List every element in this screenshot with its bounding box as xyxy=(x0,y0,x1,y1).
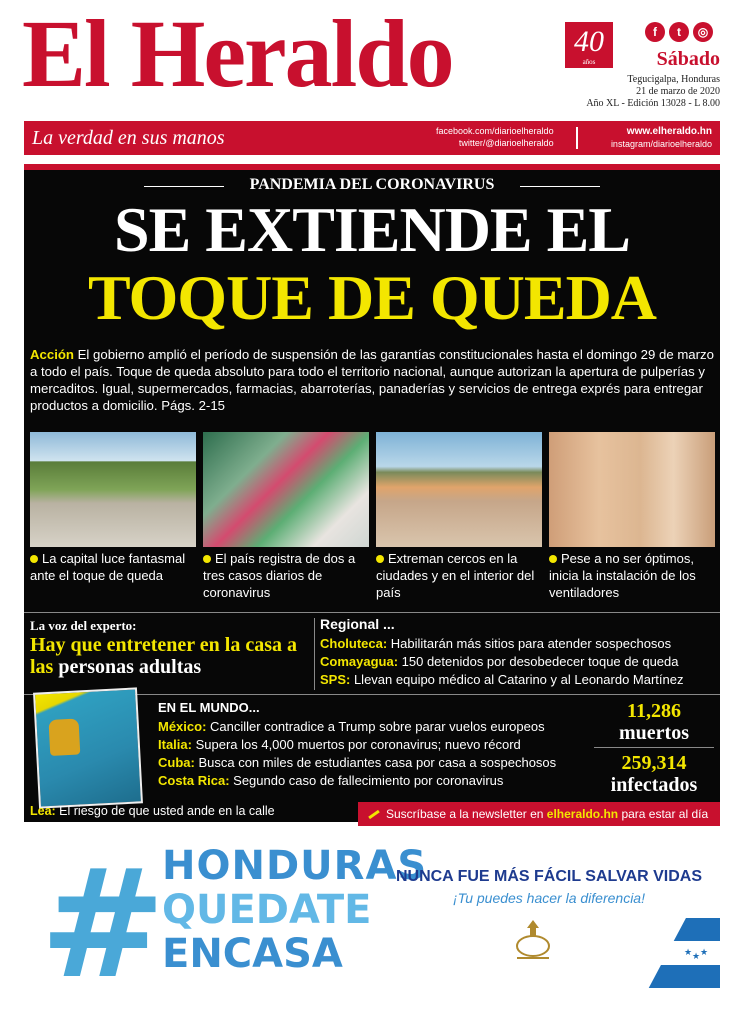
bullet-icon xyxy=(376,555,384,563)
regional-title: Regional ... xyxy=(320,616,395,632)
deaths-label: muertos xyxy=(619,722,689,744)
regional-item[interactable]: Comayagua: 150 detenidos por desobedecer toque de queda xyxy=(320,654,679,669)
world-item[interactable]: Costa Rica: Segundo caso de fallecimiento por coronavirus xyxy=(158,773,504,788)
government-seal-icon xyxy=(506,916,560,966)
instagram-icon[interactable]: ◎ xyxy=(693,22,713,42)
world-title: EN EL MUNDO... xyxy=(158,700,260,715)
world-item[interactable]: Italia: Supera los 4,000 muertos por coronavirus; nuevo récord xyxy=(158,737,521,752)
stats-box xyxy=(594,700,714,796)
slogan: La verdad en sus manos xyxy=(32,127,225,149)
regional-item[interactable]: SPS: Llevan equipo médico al Catarino y al Leonardo Martínez xyxy=(320,672,684,687)
lead-label: Acción xyxy=(30,347,74,362)
masthead xyxy=(0,0,750,120)
city: Tegucigalpa, Honduras xyxy=(627,74,720,85)
web-links xyxy=(611,125,712,150)
bullet-icon xyxy=(30,555,38,563)
edition: Año XL - Edición 13028 - L 8.00 xyxy=(586,98,720,109)
deaths-count: 11,286 xyxy=(627,700,681,722)
hashtag-icon: # xyxy=(40,838,166,1009)
social-icons xyxy=(645,22,713,42)
campaign-line2: QUEDATE xyxy=(162,887,372,933)
expert-kicker: La voz del experto: xyxy=(30,618,137,633)
anniversary-badge xyxy=(565,22,613,68)
headline-line1[interactable]: SE EXTIENDE EL xyxy=(114,194,630,265)
campaign-text xyxy=(162,844,427,976)
expert-headline[interactable]: Hay que entretener en la casa a las personas adultas xyxy=(30,634,298,678)
caption: La capital luce fantasmal ante el toque de queda xyxy=(30,551,186,583)
facebook-icon[interactable]: f xyxy=(645,22,665,42)
caption: Pese a no ser óptimos, inicia la instalación de los ventiladores xyxy=(549,551,696,600)
campaign-line3: ENCASA xyxy=(162,931,343,977)
instagram-link[interactable]: instagram/diarioelheraldo xyxy=(610,139,712,149)
ad-subline: ¡Tu puedes hacer la diferencia! xyxy=(453,890,645,906)
pencil-icon xyxy=(368,810,380,819)
date: 21 de marzo de 2020 xyxy=(636,86,720,97)
bullet-icon xyxy=(549,555,557,563)
weekday: Sábado xyxy=(656,48,720,70)
regional-list xyxy=(320,635,718,689)
world-item[interactable]: Cuba: Busca con miles de estudiantes casa por casa a sospechosos xyxy=(158,755,557,770)
infected-count: 259,314 xyxy=(621,752,687,774)
photo-lab-test[interactable] xyxy=(203,432,369,547)
caption: El país registra de dos a tres casos diarios de coronavirus xyxy=(203,551,356,600)
anniversary-sub: años xyxy=(582,58,596,66)
world-item[interactable]: México: Canciller contradice a Trump sobre parar vuelos europeos xyxy=(158,719,545,734)
campaign-ad[interactable] xyxy=(0,830,750,1009)
campaign-line1: HONDURAS xyxy=(162,843,428,889)
world-list xyxy=(158,718,588,790)
slogan-bar xyxy=(24,121,720,155)
honduras-flag-icon: ★ ★ ★ xyxy=(604,918,720,988)
website-link[interactable]: www.elheraldo.hn xyxy=(626,126,712,137)
kicker-line-right xyxy=(520,186,600,187)
bullet-icon xyxy=(203,555,211,563)
divider xyxy=(576,127,578,149)
twitter-icon[interactable]: t xyxy=(669,22,689,42)
newsletter-link[interactable]: elheraldo.hn xyxy=(546,807,619,821)
divider xyxy=(594,744,714,748)
date-info xyxy=(586,74,720,110)
headline-line2[interactable]: TOQUE DE QUEDA xyxy=(87,262,657,333)
cover-story-panel xyxy=(24,164,720,822)
infographic-thumbnail[interactable] xyxy=(33,687,143,808)
kicker: PANDEMIA DEL CORONAVIRUS xyxy=(249,176,495,193)
lead-text: El gobierno amplió el período de suspensión de las garantías constitucionales hasta el domingo 29 de marzo a todo el país. Toque de queda absoluto para todo el territorio nacional, aunque autorizan la apertura de pulperías y mercaditos. Igual, supermercados, farmacias, abarroterías, panaderías y servicios de entrega exprés para entregar productos a domicilio. Págs. 2-15 xyxy=(30,347,714,413)
divider xyxy=(314,618,315,690)
divider xyxy=(24,612,720,613)
photo-strip xyxy=(30,432,716,547)
newspaper-logo[interactable]: El Heraldo xyxy=(22,0,453,107)
photo-captions xyxy=(30,550,716,601)
caption: Extreman cercos en la ciudades y en el interior del país xyxy=(376,551,535,600)
photo-empty-street[interactable] xyxy=(30,432,196,547)
lea-teaser[interactable]: Lea: El riesgo de que usted ande en la calle xyxy=(30,804,275,818)
lock-icon xyxy=(48,718,80,756)
photo-checkpoint[interactable] xyxy=(376,432,542,547)
newsletter-banner[interactable]: Suscríbase a la newsletter en elheraldo.hn para estar al día xyxy=(358,802,720,826)
photo-ventilators[interactable] xyxy=(549,432,715,547)
ad-headline: NUNCA FUE MÁS FÁCIL SALVAR VIDAS xyxy=(395,868,703,885)
lead-paragraph xyxy=(30,346,716,414)
anniversary-number: 40 xyxy=(574,25,604,58)
infected-label: infectados xyxy=(610,774,698,796)
regional-item[interactable]: Choluteca: Habilitarán más sitios para atender sospechosos xyxy=(320,636,672,651)
facebook-link[interactable]: facebook.com/diarioelheraldo xyxy=(436,126,554,136)
twitter-link[interactable]: twitter/@diarioelheraldo xyxy=(458,138,554,148)
social-links xyxy=(436,125,554,149)
